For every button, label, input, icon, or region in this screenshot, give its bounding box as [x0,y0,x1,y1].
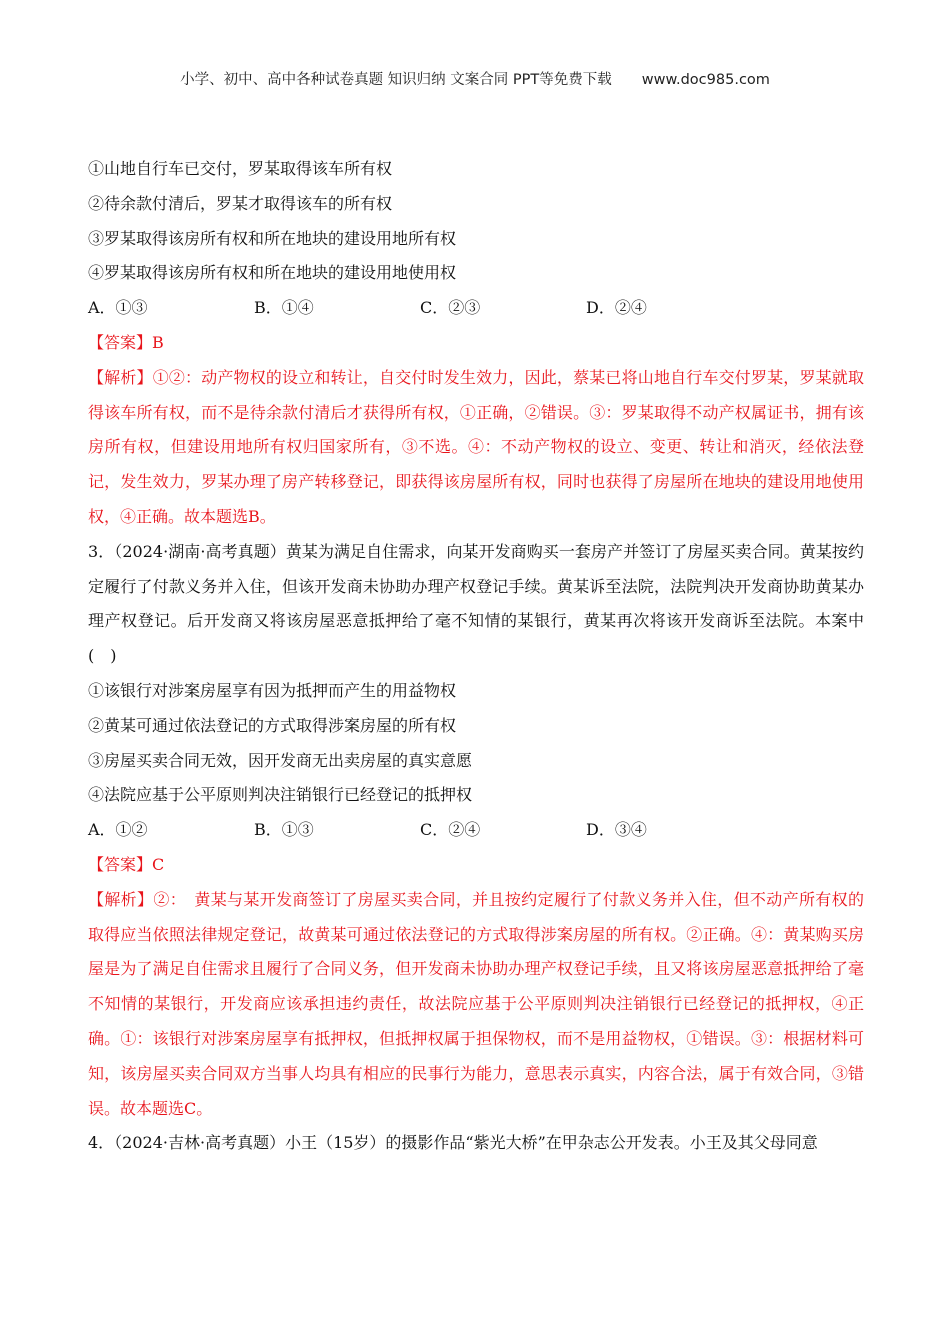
q3-analysis [88,883,864,1127]
q2-answer-value: B [152,332,164,352]
q2-answer-label: 【答案】 [88,332,153,352]
q3-statement-3: ③房屋买卖合同无效，因开发商无出卖房屋的真实意愿 [88,750,473,770]
q2-answer [88,326,864,361]
q3-analysis-label: 【解析】 [88,889,154,909]
q2-option-b: B．①④ [254,298,314,318]
q3-statement-4: ④法院应基于公平原则判决注销银行已经登记的抵押权 [88,785,473,805]
q3-option-a: A．①② [88,820,148,840]
q2-statement-1: ①山地自行车已交付，罗某取得该车所有权 [88,159,393,178]
q2-analysis-text: ①②：动产物权的设立和转让，自交付时发生效力，因此，蔡某已将山地自行车交付罗某，罗某就取得该车所有权，而不是待余款付清后才获得所有权，①正确，②错误。③：罗某取得不动产权属证书，拥有该房所有权，但建设用地所有权归国家所有，③不选。④：不动产物权的设立、变更、转让和消灭，经依法登记，发生效力，罗某办理了房产转移登记，即获得该房屋所有权，同时也获得了房屋所在地块的建设用地使用权，④正确。故本题选B。 [88,367,864,526]
header-site: www.doc985.com [641,72,770,88]
q2-option-a: A．①③ [88,298,148,318]
q3-option-d: D．③④ [586,820,647,840]
q2-options [88,291,864,326]
page-header [0,68,950,89]
q3-answer-value: C [152,854,165,874]
q2-statement-2: ②待余款付清后，罗某才取得该车的所有权 [88,193,393,213]
q3-option-b: B．①③ [254,820,314,840]
q3-option-c: C．②④ [420,820,481,840]
q2-statement-3: ③罗某取得该房所有权和所在地块的建设用地所有权 [88,228,457,248]
q3-stem: 3．（2024·湖南·高考真题）黄某为满足自住需求，向某开发商购买一套房产并签订了房屋买卖合同。黄某按约定履行了付款义务并入住，但该开发商未协助办理产权登记手续。黄某诉至法院，法院判决开发商协助黄某办理产权登记。后开发商又将该房屋恶意抵押给了毫不知情的某银行，黄某再次将该开发商诉至法院。本案中( ) [88,541,864,666]
q3-analysis-text: ②： 黄某与某开发商签订了房屋买卖合同，并且按约定履行了付款义务并入住，但不动产所有权的取得应当依照法律规定登记，故黄某可通过依法登记的方式取得涉案房屋的所有权。②正确。④：黄某购买房屋是为了满足自住需求且履行了合同义务，但开发商未协助办理产权登记手续，且又将该房屋恶意抵押给了毫不知情的某银行，开发商应该承担违约责任，故法院应基于公平原则判决注销银行已经登记的抵押权，④正确。①：该银行对涉案房屋享有抵押权，但抵押权属于担保物权，而不是用益物权，①错误。③：根据材料可知，该房屋买卖合同双方当事人均具有相应的民事行为能力，意思表示真实，内容合法，属于有效合同，③错误。故本题选C。 [88,889,864,1118]
q2-statement-4: ④罗某取得该房所有权和所在地块的建设用地使用权 [88,263,457,283]
q3-answer-label: 【答案】 [88,854,153,874]
q3-statement-2: ②黄某可通过依法登记的方式取得涉案房屋的所有权 [88,715,457,735]
q2-analysis [88,361,864,535]
document-body [88,152,864,1161]
q2-option-c: C．②③ [420,298,481,318]
q3-answer [88,848,864,883]
q3-statement-1: ①该银行对涉案房屋享有因为抵押而产生的用益物权 [88,680,457,700]
q2-option-d: D．②④ [586,298,647,318]
q4-stem: 4．（2024·吉林·高考真题）小王（15岁）的摄影作品“紫光大桥”在甲杂志公开发表。小王及其父母同意 [88,1133,818,1153]
q2-analysis-label: 【解析】 [88,367,153,387]
q3-options [88,813,864,848]
header-title: 小学、初中、高中各种试卷真题 知识归纳 文案合同 PPT等免费下载 [180,72,612,88]
